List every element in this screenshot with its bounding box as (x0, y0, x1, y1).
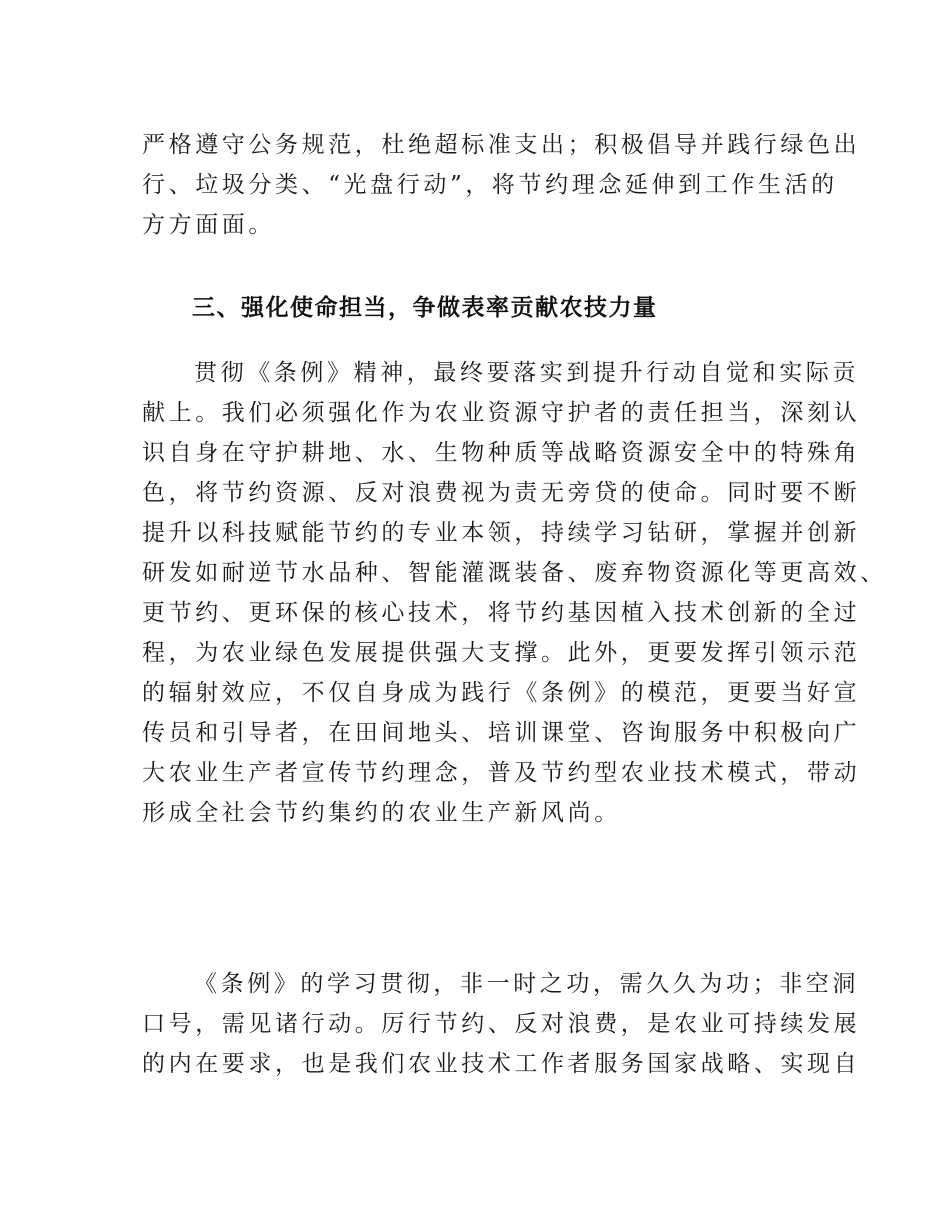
paragraph-1 (142, 125, 861, 245)
paragraph-2-line: 大农业生产者宣传节约理念，普及节约型农业技术模式，带动 (142, 760, 861, 786)
paragraph-2-line: 贯彻《条例》精神，最终要落实到提升行动自觉和实际贡 (194, 360, 859, 386)
paragraph-3-line: 口号，需见诸行动。厉行节约、反对浪费，是农业可持续发展 (142, 1011, 861, 1037)
paragraph-2-line: 献上。我们必须强化作为农业资源守护者的责任担当，深刻认 (142, 400, 861, 426)
paragraph-2-line: 程，为农业绿色发展提供强大支撑。此外，更要发挥引领示范 (142, 640, 861, 666)
paragraph-2-line: 形成全社会节约集约的农业生产新风尚。 (142, 800, 621, 826)
paragraph-2-line: 传员和引导者，在田间地头、培训课堂、咨询服务中积极向广 (142, 720, 861, 746)
paragraph-2 (142, 353, 887, 833)
paragraph-1-line: 严格遵守公务规范，杜绝超标准支出；积极倡导并践行绿色出 (142, 132, 861, 158)
paragraph-3 (142, 964, 861, 1084)
paragraph-2-line: 提升以科技赋能节约的专业本领，持续学习钻研，掌握并创新 (142, 520, 861, 546)
paragraph-1-line: 行、垃圾分类、“光盘行动”，将节约理念延伸到工作生活的 (142, 172, 838, 198)
section-heading: 三、强化使命担当，争做表率贡献农技力量 (192, 295, 658, 321)
paragraph-1-line: 方方面面。 (142, 212, 275, 238)
paragraph-2-line: 识自身在守护耕地、水、生物种质等战略资源安全中的特殊角 (142, 440, 861, 466)
paragraph-3-line: 《条例》的学习贯彻，非一时之功，需久久为功；非空洞 (194, 971, 859, 997)
paragraph-2-line: 研发如耐逆节水品种、智能灌溉装备、废弃物资源化等更高效、 (142, 560, 887, 586)
paragraph-3-line: 的内在要求，也是我们农业技术工作者服务国家战略、实现自 (142, 1051, 861, 1077)
paragraph-2-line: 的辐射效应，不仅自身成为践行《条例》的模范，更要当好宣 (142, 680, 861, 706)
paragraph-2-line: 色，将节约资源、反对浪费视为责无旁贷的使命。同时要不断 (142, 480, 861, 506)
paragraph-2-line: 更节约、更环保的核心技术，将节约基因植入技术创新的全过 (142, 600, 861, 626)
